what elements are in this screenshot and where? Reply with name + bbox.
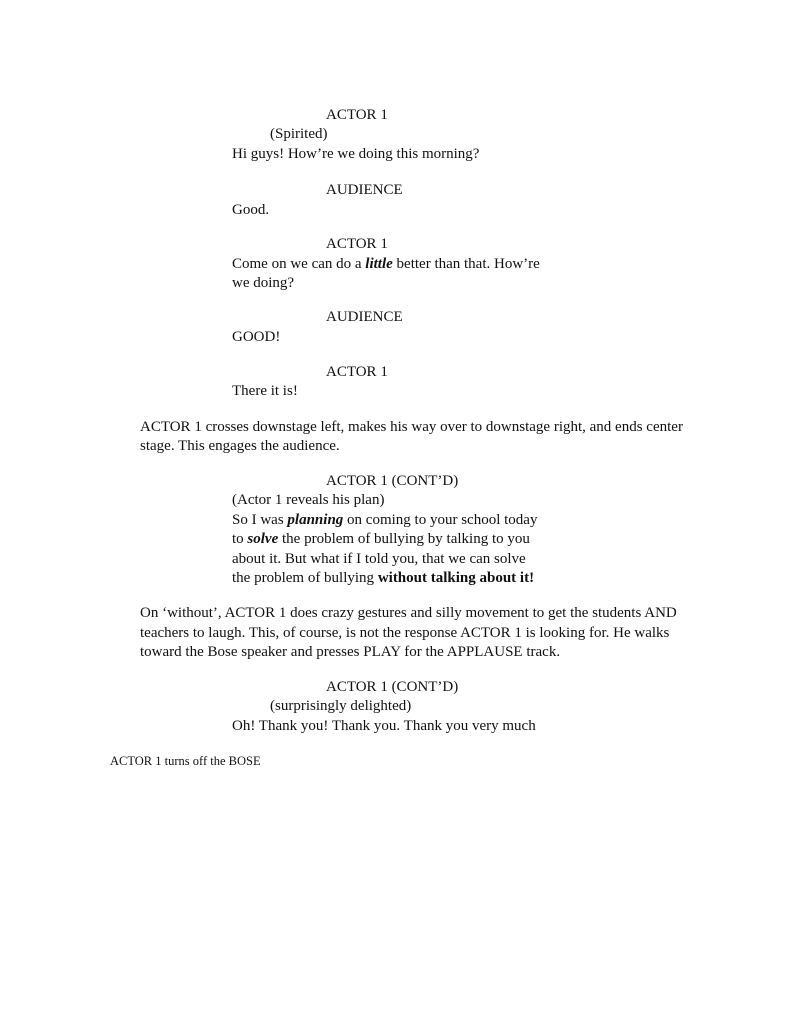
dialogue-text: on coming to your school today	[343, 512, 538, 528]
parenthetical: (Actor 1 reveals his plan)	[232, 492, 385, 508]
character-cue: AUDIENCE	[326, 309, 403, 325]
action-line: stage. This engages the audience.	[140, 438, 340, 454]
emphasis-text: little	[365, 256, 393, 272]
dialogue-text: Come on we can do a	[232, 256, 366, 272]
character-cue: ACTOR 1 (CONT’D)	[326, 679, 459, 695]
action-line: teachers to laugh. This, of course, is not the response ACTOR 1 is looking for. He walks	[140, 625, 670, 641]
action-line: ACTOR 1 turns off the BOSE	[110, 754, 261, 768]
dialogue-line: we doing?	[232, 275, 295, 291]
dialogue-line: Oh! Thank you! Thank you. Thank you very much	[232, 718, 536, 734]
action-line: toward the Bose speaker and presses PLAY for the APPLAUSE track.	[140, 644, 561, 660]
action-line: On ‘without’, ACTOR 1 does crazy gestures and silly movement to get the students AND	[140, 605, 677, 621]
dialogue-text: the problem of bullying by talking to you	[278, 531, 530, 547]
dialogue-line: Hi guys! How’re we doing this morning?	[232, 146, 480, 162]
dialogue-line: about it. But what if I told you, that we can solve	[232, 551, 526, 567]
character-cue: ACTOR 1	[326, 107, 388, 123]
dialogue-line: There it is!	[232, 383, 298, 399]
dialogue-text: to	[232, 531, 248, 547]
dialogue-line	[232, 255, 540, 273]
dialogue-line: Good.	[232, 202, 270, 218]
action-line: ACTOR 1 crosses downstage left, makes his way over to downstage right, and ends center	[140, 419, 683, 435]
bold-text: without talking about it!	[377, 570, 535, 586]
dialogue-line	[232, 530, 530, 548]
character-cue: AUDIENCE	[326, 182, 403, 198]
emphasis-text: solve	[247, 531, 279, 547]
parenthetical: (Spirited)	[270, 126, 328, 142]
character-cue: ACTOR 1 (CONT’D)	[326, 473, 459, 489]
parenthetical: (surprisingly delighted)	[270, 698, 412, 714]
dialogue-text: the problem of bullying	[232, 570, 378, 586]
dialogue-text: better than that. How’re	[392, 256, 540, 272]
character-cue: ACTOR 1	[326, 236, 388, 252]
dialogue-text: So I was	[232, 512, 288, 528]
dialogue-line	[232, 511, 537, 529]
dialogue-line	[232, 569, 534, 587]
dialogue-line: GOOD!	[232, 329, 281, 345]
character-cue: ACTOR 1	[326, 364, 388, 380]
emphasis-text: planning	[287, 512, 344, 528]
